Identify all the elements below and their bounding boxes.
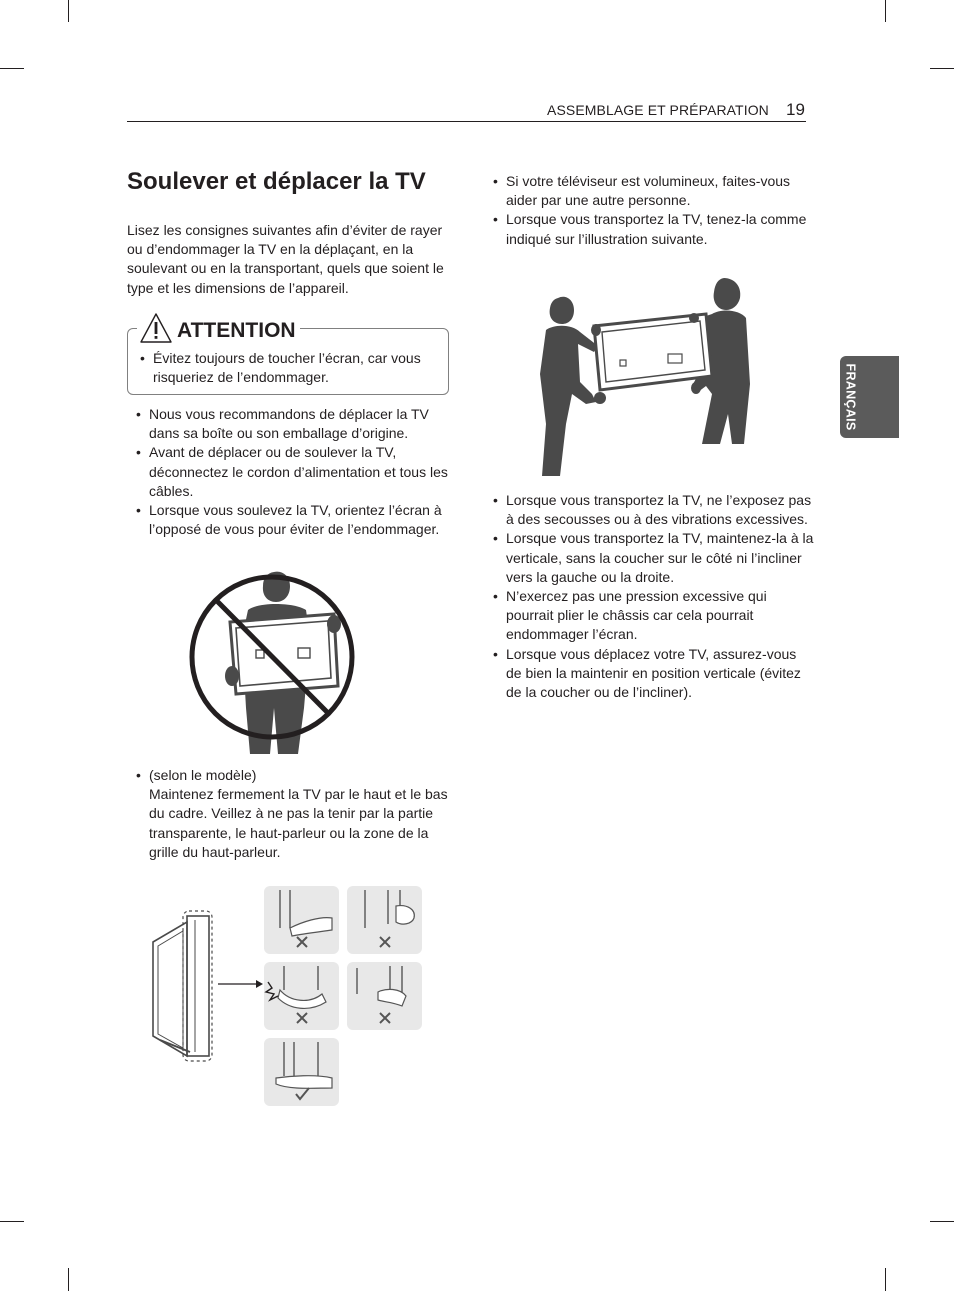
list-item: • Avant de déplacer ou de soulever la TV, déconnectez le cordon d’alimentation et tous les câbles. [127,443,452,501]
transport-precautions-list [484,491,814,702]
list-item: • Nous vous recommandons de déplacer la TV dans sa boîte ou son emballage d’origine. [127,405,452,443]
attention-title: ATTENTION [177,319,296,342]
crop-mark [885,1268,886,1291]
section-title: Soulever et déplacer la TV [127,168,426,195]
carrying-instructions-list [484,172,809,249]
holding-positions-diagram [150,884,425,1108]
panel-wrong-1 [264,886,339,954]
crop-mark [0,68,24,69]
crop-mark [930,1221,954,1222]
attention-heading [137,304,300,344]
lifting-instructions-list [127,405,452,539]
header-rule [127,121,806,122]
page-number: 19 [786,100,805,119]
holding-note: Maintenez fermement la TV par le haut et le bas du cadre. Veillez à ne pas la tenir par la partie transparente, le haut-parleur ou la zone de la grille du haut-parleur. [149,786,448,860]
panel-wrong-3 [264,962,339,1030]
list-item: • Lorsque vous transportez la TV, maintenez-la à la verticale, sans la coucher sur le côté ni l’incliner vers la gauche ou la droite. [484,529,814,587]
list-item: • Lorsque vous soulevez la TV, orientez l’écran à l’opposé de vous pour éviter de l’endommager. [127,501,452,539]
model-note: (selon le modèle) [149,767,257,783]
list-item: • Lorsque vous transportez la TV, tenez-la comme indiqué sur l’illustration suivante. [484,210,809,248]
intro-paragraph: Lisez les consignes suivantes afin d’éviter de rayer ou d’endommager la TV en la déplaçant, en la soulevant ou en la transportant, quels que soient le type et les dimensions de l’appareil. [127,222,444,296]
crop-mark [885,0,886,22]
list-item: • Lorsque vous transportez la TV, ne l’exposez pas à des secousses ou à des vibrations excessives. [484,491,814,529]
tv-back-figure [230,614,338,694]
running-header: ASSEMBLAGE ET PRÉPARATION [547,102,769,118]
holding-instructions-list [127,766,452,862]
list-item [127,766,452,862]
attention-list [139,349,439,387]
person-left-figure [540,297,598,476]
crop-mark [0,1221,24,1222]
list-item: • N’exercez pas une pression excessive qui pourrait plier le châssis car cela pourrait endommager l’écran. [484,587,814,645]
two-person-carry-illustration [536,274,752,478]
prohibited-lift-illustration [186,558,362,756]
list-item: • Si votre téléviseur est volumineux, faites-vous aider par une autre personne. [484,172,809,210]
crop-mark [68,0,69,22]
warning-icon [139,312,173,344]
language-tab-label-wrap [840,356,860,438]
crop-mark [68,1268,69,1291]
tv-side-view [153,911,212,1061]
list-item: • Évitez toujours de toucher l’écran, car vous risqueriez de l’endommager. [139,349,439,387]
list-item: • Lorsque vous déplacez votre TV, assurez-vous de bien la maintenir en position verticale (évitez de la coucher ou de l’incliner). [484,645,814,703]
tv-back-figure [594,314,712,390]
panel-wrong-4 [347,962,422,1030]
panel-correct [264,1038,339,1106]
language-tab-label: FRANÇAIS [843,363,858,431]
attention-content [139,349,439,387]
crop-mark [930,68,954,69]
panel-wrong-2 [347,886,422,954]
